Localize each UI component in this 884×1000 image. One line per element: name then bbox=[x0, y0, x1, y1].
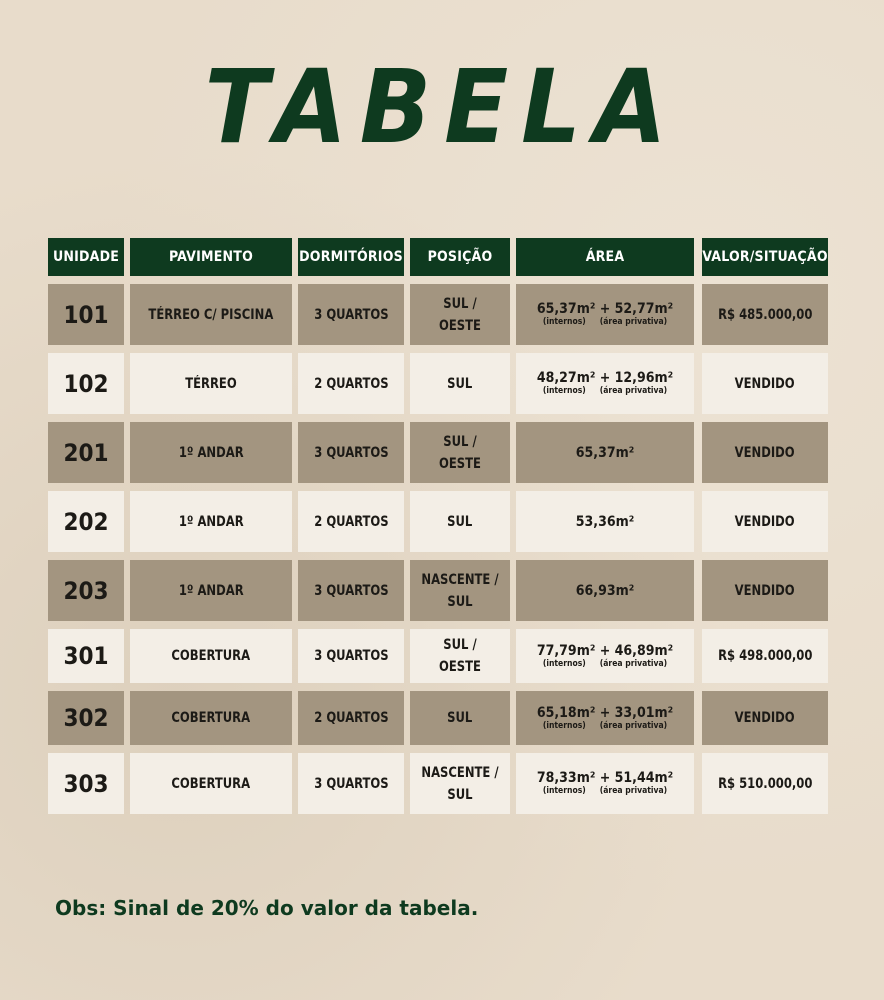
cell-pavimento bbox=[130, 491, 292, 552]
valor-value: R$ 510.000,00 bbox=[717, 775, 813, 792]
area-value: 66,93m² bbox=[575, 582, 635, 599]
valor-value: VENDIDO bbox=[734, 582, 795, 599]
cell-dormitorios bbox=[298, 560, 404, 621]
cell-dormitorios bbox=[298, 629, 404, 683]
area-subtitle bbox=[543, 386, 667, 397]
area-privativa-label: (área privativa) bbox=[599, 317, 668, 327]
cell-dormitorios bbox=[298, 422, 404, 483]
posicao-value: SUL bbox=[447, 375, 473, 392]
unidade-value: 303 bbox=[63, 769, 109, 798]
cell-posicao bbox=[410, 284, 510, 345]
cell-area bbox=[516, 629, 694, 683]
area-privativa-label: (área privativa) bbox=[599, 720, 668, 731]
cell-unidade bbox=[48, 353, 124, 414]
valor-value: VENDIDO bbox=[734, 444, 795, 461]
pavimento-value: 1º ANDAR bbox=[178, 444, 244, 461]
cell-posicao bbox=[410, 560, 510, 621]
cell-unidade bbox=[48, 491, 124, 552]
dormitorios-value: 3 QUARTOS bbox=[313, 648, 389, 664]
area-value: 65,18m² + 33,01m² bbox=[536, 704, 674, 721]
dormitorios-value: 3 QUARTOS bbox=[313, 306, 389, 323]
area-internos-label: (internos) bbox=[542, 386, 586, 396]
cell-unidade bbox=[48, 691, 124, 745]
page-title: TABELA bbox=[204, 48, 680, 167]
posicao-value: SUL / OESTE bbox=[439, 433, 481, 472]
area-subtitle bbox=[543, 786, 667, 797]
cell-area bbox=[516, 491, 694, 552]
area-privativa-label: (área privativa) bbox=[599, 658, 668, 669]
valor-value: VENDIDO bbox=[734, 513, 795, 530]
area-internos-label: (internos) bbox=[542, 786, 586, 796]
area-value: 78,33m² + 51,44m² bbox=[536, 770, 674, 786]
pavimento-value: TÉRREO C/ PISCINA bbox=[148, 306, 274, 323]
dormitorios-value: 3 QUARTOS bbox=[313, 444, 389, 461]
posicao-value: SUL / OESTE bbox=[439, 637, 481, 675]
header-area: ÁREA bbox=[516, 238, 694, 276]
unidade-value: 302 bbox=[63, 704, 109, 732]
pavimento-value: COBERTURA bbox=[171, 710, 251, 726]
pavimento-value: TÉRREO bbox=[185, 375, 237, 392]
cell-pavimento bbox=[130, 691, 292, 745]
area-value: 65,37m² bbox=[575, 444, 635, 461]
cell-posicao bbox=[410, 422, 510, 483]
area-value: 53,36m² bbox=[575, 513, 635, 530]
header-valor: VALOR/SITUAÇÃO bbox=[702, 238, 828, 276]
cell-dormitorios bbox=[298, 353, 404, 414]
cell-area bbox=[516, 691, 694, 745]
cell-area bbox=[516, 753, 694, 814]
cell-valor bbox=[702, 284, 828, 345]
cell-pavimento bbox=[130, 753, 292, 814]
cell-dormitorios bbox=[298, 753, 404, 814]
unidade-value: 202 bbox=[63, 507, 109, 536]
cell-dormitorios bbox=[298, 284, 404, 345]
area-subtitle bbox=[543, 721, 667, 732]
unidade-value: 201 bbox=[63, 438, 109, 467]
cell-pavimento bbox=[130, 629, 292, 683]
cell-unidade bbox=[48, 753, 124, 814]
cell-unidade bbox=[48, 560, 124, 621]
cell-posicao bbox=[410, 491, 510, 552]
cell-valor bbox=[702, 753, 828, 814]
cell-dormitorios bbox=[298, 491, 404, 552]
cell-pavimento bbox=[130, 560, 292, 621]
cell-area bbox=[516, 560, 694, 621]
observation-note: Obs: Sinal de 20% do valor da tabela. bbox=[55, 896, 479, 920]
unidade-value: 102 bbox=[63, 369, 109, 398]
cell-area bbox=[516, 353, 694, 414]
cell-posicao bbox=[410, 353, 510, 414]
unidade-value: 203 bbox=[63, 576, 109, 605]
valor-value: R$ 498.000,00 bbox=[717, 648, 813, 664]
cell-valor bbox=[702, 422, 828, 483]
cell-posicao bbox=[410, 753, 510, 814]
cell-unidade bbox=[48, 629, 124, 683]
cell-valor bbox=[702, 560, 828, 621]
posicao-value: SUL / OESTE bbox=[439, 295, 481, 334]
posicao-value: SUL bbox=[447, 710, 473, 726]
cell-valor bbox=[702, 691, 828, 745]
area-privativa-label: (área privativa) bbox=[599, 386, 668, 396]
dormitorios-value: 2 QUARTOS bbox=[313, 375, 389, 392]
area-value: 65,37m² + 52,77m² bbox=[536, 301, 674, 317]
header-posicao: POSIÇÃO bbox=[410, 238, 510, 276]
cell-dormitorios bbox=[298, 691, 404, 745]
dormitorios-value: 2 QUARTOS bbox=[313, 513, 389, 530]
cell-posicao bbox=[410, 629, 510, 683]
valor-value: R$ 485.000,00 bbox=[717, 306, 813, 323]
cell-pavimento bbox=[130, 284, 292, 345]
cell-valor bbox=[702, 629, 828, 683]
cell-unidade bbox=[48, 422, 124, 483]
cell-unidade bbox=[48, 284, 124, 345]
unidade-value: 101 bbox=[63, 300, 109, 329]
area-privativa-label: (área privativa) bbox=[599, 786, 668, 796]
area-value: 48,27m² + 12,96m² bbox=[536, 370, 674, 386]
header-pavimento: PAVIMENTO bbox=[130, 238, 292, 276]
area-internos-label: (internos) bbox=[542, 720, 586, 731]
dormitorios-value: 2 QUARTOS bbox=[313, 710, 389, 726]
header-dormitorios: DORMITÓRIOS bbox=[298, 238, 404, 276]
valor-value: VENDIDO bbox=[734, 375, 795, 392]
cell-pavimento bbox=[130, 422, 292, 483]
area-internos-label: (internos) bbox=[542, 658, 586, 669]
dormitorios-value: 3 QUARTOS bbox=[313, 775, 389, 792]
posicao-value: NASCENTE / SUL bbox=[421, 764, 499, 803]
pavimento-value: 1º ANDAR bbox=[178, 513, 244, 530]
valor-value: VENDIDO bbox=[734, 710, 795, 726]
pavimento-value: 1º ANDAR bbox=[178, 582, 244, 599]
cell-area bbox=[516, 422, 694, 483]
cell-pavimento bbox=[130, 353, 292, 414]
pavimento-value: COBERTURA bbox=[171, 648, 251, 664]
cell-valor bbox=[702, 491, 828, 552]
area-subtitle bbox=[543, 317, 667, 328]
dormitorios-value: 3 QUARTOS bbox=[313, 582, 389, 599]
unidade-value: 301 bbox=[63, 642, 109, 670]
header-unidade: UNIDADE bbox=[48, 238, 124, 276]
cell-posicao bbox=[410, 691, 510, 745]
area-subtitle bbox=[543, 659, 667, 670]
posicao-value: NASCENTE / SUL bbox=[421, 571, 499, 610]
area-value: 77,79m² + 46,89m² bbox=[536, 642, 674, 659]
pavimento-value: COBERTURA bbox=[171, 775, 251, 792]
area-internos-label: (internos) bbox=[542, 317, 586, 327]
cell-area bbox=[516, 284, 694, 345]
cell-valor bbox=[702, 353, 828, 414]
posicao-value: SUL bbox=[447, 513, 473, 530]
